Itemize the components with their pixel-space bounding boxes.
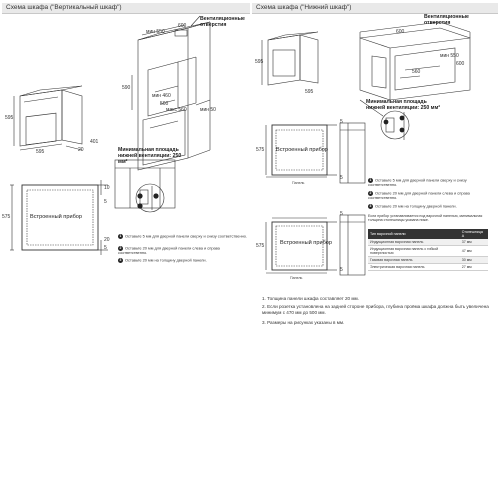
countertop-table xyxy=(368,229,488,271)
left-dim-600: 600 xyxy=(178,23,187,29)
right-detail-dim-5d: 5 xyxy=(340,267,343,273)
table-row: Индукционная варочная панель с гибкой поверхностью 47 мм xyxy=(368,246,488,257)
footnote-2: 2. Если розетка установлена на задней стороне прибора, глубина проёма шкафа должна быть увеличена минимум с 470 мм до 500 мм. xyxy=(262,304,489,315)
table-row: Индукционная варочная панель 37 мм xyxy=(368,239,488,246)
right-side-section-1 xyxy=(340,123,365,183)
left-detail-dim-5b: 5 xyxy=(104,245,107,251)
left-dim-550: мин 550 xyxy=(146,29,165,35)
left-note-1: 1 Оставьте 5 мм для дверной панели сверху и снизу соответственно. xyxy=(119,233,247,239)
left-section-title: Схема шкафа ("Вертикальный шкаф") xyxy=(6,4,122,11)
right-vent-bottom-label: Минимальная площадь нижней вентиляции: 250 мм² xyxy=(366,99,441,111)
right-vent-top-label: Вентиляционные отверстия xyxy=(424,14,469,26)
right-side-section-2 xyxy=(340,215,365,275)
right-dim-595d: 595 xyxy=(305,89,314,95)
left-dim-max560: макс 560 xyxy=(166,107,187,113)
right-note-1: 1 Оставьте 5 мм для дверной панели сверху и снизу соответственно. xyxy=(368,177,467,188)
right-built-in-label-1: Встроенный прибор xyxy=(276,147,328,153)
right-panel-label-2: Панель xyxy=(290,276,303,280)
left-vent-bottom-label: Минимальная площадь нижней вентиляции: 250 мм² xyxy=(118,147,182,165)
right-dim-550: мин 550 xyxy=(440,53,459,59)
left-detail-dim-20: 20 xyxy=(104,237,110,243)
left-dim-50: мин 50 xyxy=(200,107,216,113)
right-built-in-label-2: Встроенный прибор xyxy=(280,240,332,246)
right-detail-dim-5c: 5 xyxy=(340,211,343,217)
left-oven-dim-20: 20 xyxy=(78,147,84,153)
left-oven-dim-595-w: 595 xyxy=(36,149,45,155)
right-detail-dim-575b: 575 xyxy=(256,243,265,249)
right-oven-dim-595: 595 xyxy=(255,59,264,65)
left-dim-590: 590 xyxy=(122,85,131,91)
table-header-type: Тип варочной панели xyxy=(368,229,460,239)
left-detail-dim-10: 10 xyxy=(104,185,110,191)
left-built-in-label: Встроенный прибор xyxy=(30,214,82,220)
right-detail-dim-5a: 5 xyxy=(340,119,343,125)
footnote-3: 3. Размеры на рисунках указаны в мм. xyxy=(262,320,345,325)
right-panel-label-1: Панель xyxy=(292,181,305,185)
right-dim-600: 600 xyxy=(396,29,405,35)
right-note-3: 3 Оставьте 20 мм на толщину дверной панели. xyxy=(369,203,457,209)
right-dim-560: 560 xyxy=(412,69,421,75)
right-section-title: Схема шкафа ("Нижний шкаф") xyxy=(256,4,352,11)
footnote-1: 1. Толщина панели шкафа составляет 20 мм. xyxy=(262,296,359,301)
right-note-2: 2 Оставьте 20 мм для дверной панели слева и справа соответственно. xyxy=(368,190,470,201)
left-oven-dim-401: 401 xyxy=(90,139,99,145)
table-header-thickness: Столешница A xyxy=(460,229,488,239)
right-oven-drawing xyxy=(262,32,318,85)
left-detail-dim-575: 575 xyxy=(2,214,11,220)
table-intro: Если прибор устанавливается под варочной панелью, минимальная толщина столешницы указана ниже. xyxy=(368,214,483,223)
left-note-2: 2 Оставьте 20 мм для дверной панели слева и справа соответственно. xyxy=(118,245,220,256)
left-note-3: 3 Оставьте 20 мм на толщину дверной панели. xyxy=(119,257,207,263)
left-detail-dim-5a: 5 xyxy=(104,199,107,205)
left-dim-560: 560 xyxy=(160,101,169,107)
right-dim-600b: 600 xyxy=(456,61,465,67)
right-cabinet-drawing xyxy=(360,22,470,140)
right-detail-dim-575a: 575 xyxy=(256,147,265,153)
left-vent-top-label: Вентиляционные отверстия xyxy=(200,16,245,28)
right-detail-dim-5b: 5 xyxy=(340,175,343,181)
table-row: Газовая варочная панель 30 мм xyxy=(368,257,488,264)
table-row: Электрическая варочная панель 27 мм xyxy=(368,264,488,271)
left-oven-dim-595-h: 595 xyxy=(5,115,14,121)
left-side-section xyxy=(115,160,175,212)
left-oven-drawing xyxy=(14,86,82,150)
left-dim-460: мин 460 xyxy=(152,93,171,99)
